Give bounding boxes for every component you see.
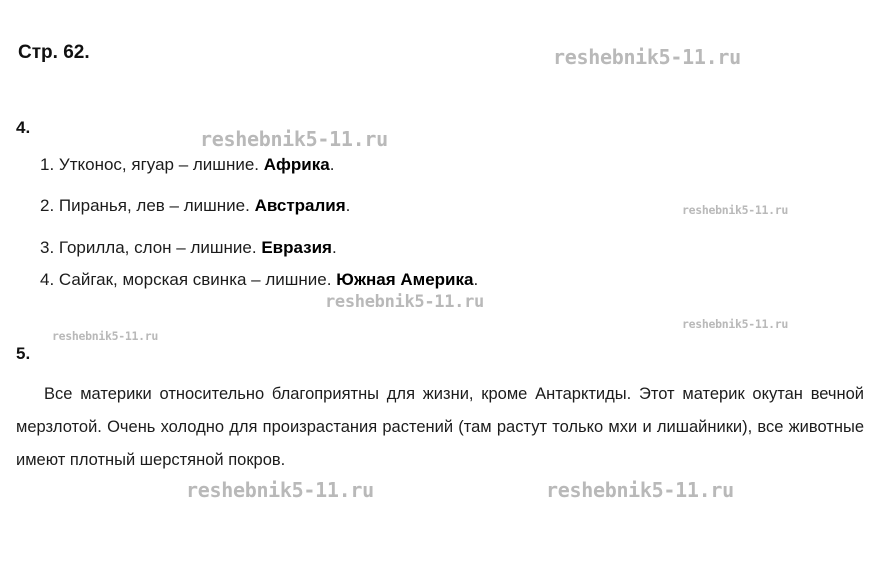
answer-highlight: Австралия xyxy=(254,196,346,215)
answer-item-3 xyxy=(40,238,337,258)
answer-suffix: . xyxy=(329,155,335,174)
answer-text: 3. Горилла, слон – лишние. xyxy=(40,238,262,257)
answer-text: 1. Утконос, ягуар – лишние. xyxy=(40,155,264,174)
answer-text: 4. Сайгак, морская свинка – лишние. xyxy=(40,270,337,289)
answer-highlight: Южная Америка xyxy=(336,270,474,289)
watermark: reshebnik5-11.ru xyxy=(325,292,484,312)
watermark: reshebnik5-11.ru xyxy=(200,127,388,151)
answer-highlight: Африка xyxy=(263,155,330,174)
watermark: reshebnik5-11.ru xyxy=(52,329,158,343)
answer-suffix: . xyxy=(331,238,337,257)
watermark: reshebnik5-11.ru xyxy=(682,203,788,217)
watermark: reshebnik5-11.ru xyxy=(682,317,788,331)
answer-item-4 xyxy=(40,270,478,290)
answer-suffix: . xyxy=(345,196,351,215)
answer-text: 2. Пиранья, лев – лишние. xyxy=(40,196,255,215)
task-number-5: 5. xyxy=(16,344,31,363)
page-number-label: Стр. 62. xyxy=(18,42,90,63)
watermark: reshebnik5-11.ru xyxy=(553,45,741,69)
answer-highlight: Евразия xyxy=(261,238,332,257)
answer-item-1 xyxy=(40,155,334,175)
answer-suffix: . xyxy=(473,270,479,289)
watermark: reshebnik5-11.ru xyxy=(546,478,734,502)
task-number-4: 4. xyxy=(16,118,31,137)
answer-item-2 xyxy=(40,196,350,216)
watermark: reshebnik5-11.ru xyxy=(186,478,374,502)
task-5-paragraph: Все материки относительно благоприятны для жизни, кроме Антарктиды. Этот материк окутан вечной мерзлотой. Очень холодно для произрастания растений (там растут только мхи и лишайники), все животные имеют плотный шерстяной покров. xyxy=(16,385,864,469)
